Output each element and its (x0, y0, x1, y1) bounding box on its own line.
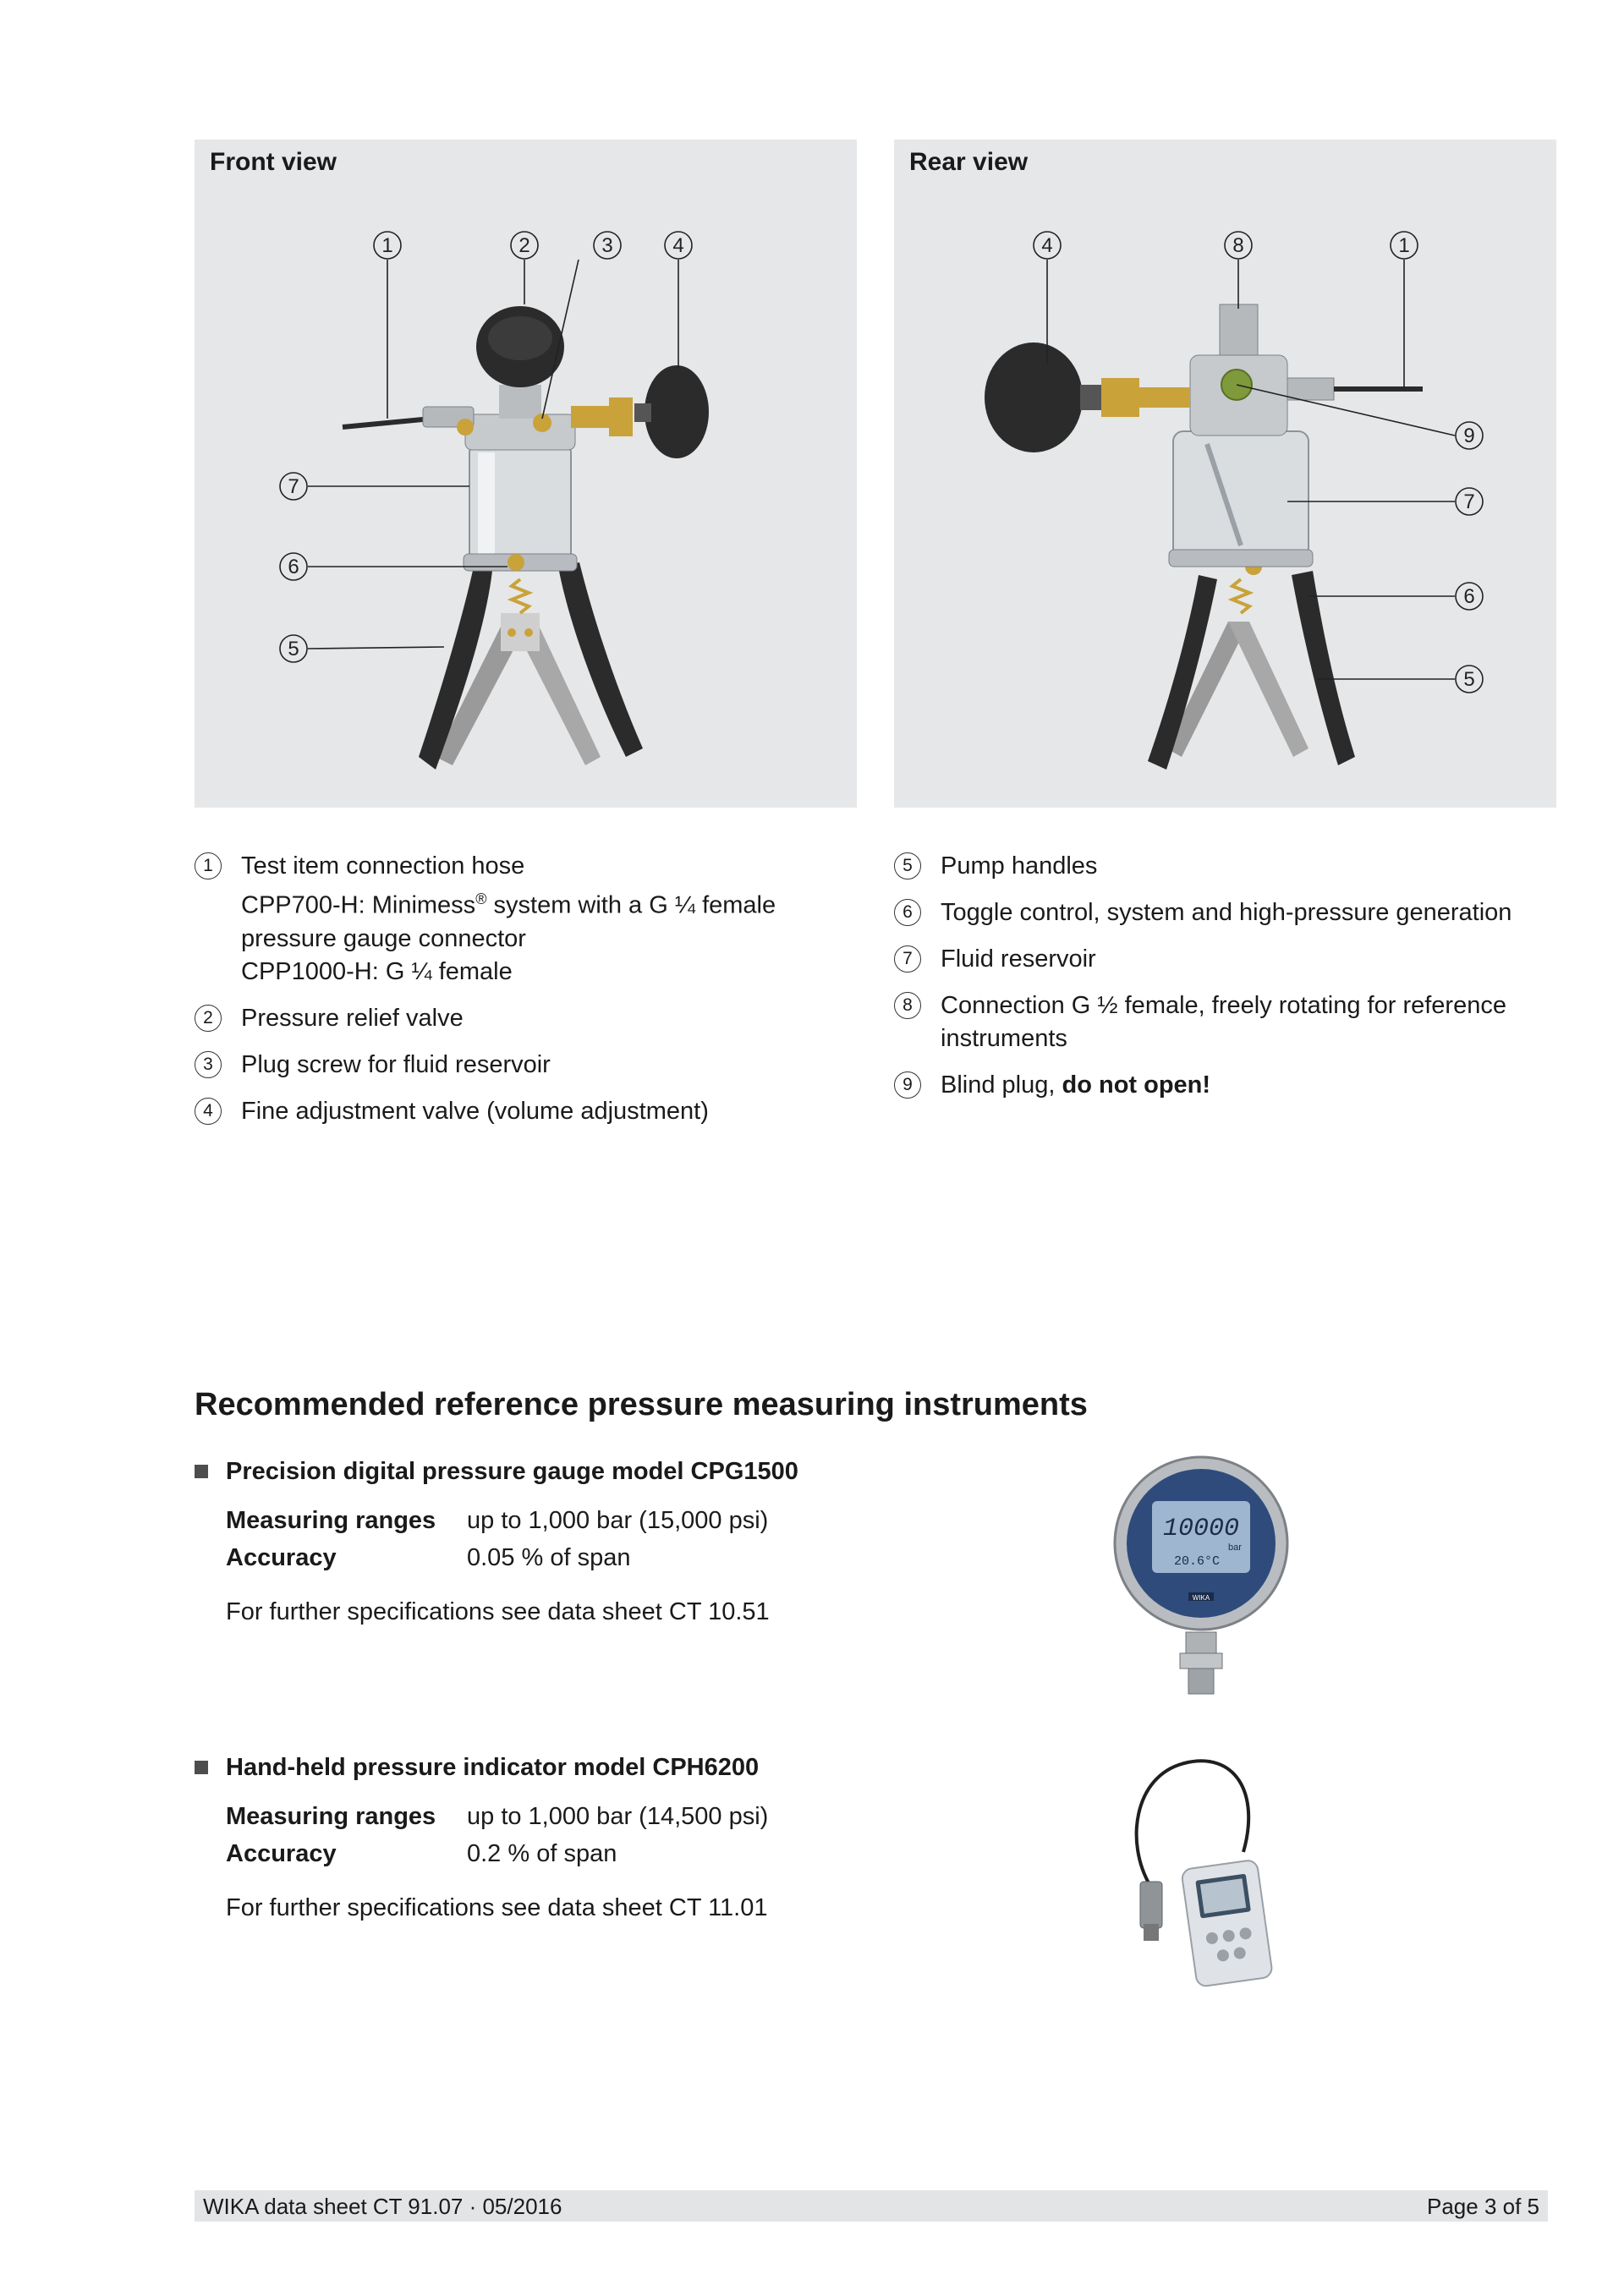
front-view-title: Front view (210, 148, 337, 176)
legend-left (195, 850, 837, 1142)
svg-text:3: 3 (601, 234, 613, 257)
further-specifications-note: For further specifications see data sheet CT 10.51 (226, 1598, 770, 1625)
bullet-square-icon (195, 1465, 208, 1478)
svg-text:20.6°C: 20.6°C (1173, 1554, 1221, 1569)
fluid-reservoir (464, 414, 577, 571)
test-item-connection-hose (343, 407, 474, 427)
footer-page-number: Page 3 of 5 (1427, 2194, 1539, 2219)
front-callout-5 (280, 635, 307, 662)
svg-text:7: 7 (288, 475, 299, 498)
rear-callout-9 (1456, 422, 1483, 449)
spec-label: Measuring ranges (226, 1803, 436, 1830)
legend-item-9 (894, 1069, 1537, 1102)
rear-fluid-reservoir (1169, 304, 1313, 567)
legend-text: Fluid reservoir (941, 945, 1096, 973)
legend-number-2: 2 (195, 1005, 222, 1032)
spec-label: Accuracy (226, 1544, 337, 1571)
rear-view-panel (894, 140, 1556, 808)
legend-right (894, 850, 1537, 1115)
legend-item-1 (195, 850, 837, 989)
svg-text:6: 6 (1463, 585, 1475, 608)
svg-text:1: 1 (1398, 234, 1410, 257)
legend-number-4: 4 (195, 1098, 222, 1125)
pressure-relief-valve-knob (476, 306, 564, 419)
legend-text: Blind plug, (941, 1071, 1062, 1099)
legend-text: pressure gauge connector (241, 924, 526, 952)
front-callout-2 (511, 232, 538, 259)
rear-view-title: Rear view (909, 148, 1029, 176)
legend-text: CPP1000-H: G ¼ female (241, 957, 513, 985)
legend-item-8 (894, 989, 1550, 1055)
front-callout-3 (594, 232, 621, 259)
cph6200-handheld-image (1116, 1742, 1286, 1987)
rear-view-pump-illustration (894, 140, 1556, 808)
section-title: Recommended reference pressure measuring instruments (195, 1387, 1088, 1422)
spec-row-accuracy (226, 1539, 1040, 1576)
svg-text:5: 5 (288, 638, 299, 660)
svg-text:9: 9 (1463, 425, 1475, 447)
instrument-cpg1500 (195, 1455, 1040, 1629)
svg-text:bar: bar (1228, 1543, 1242, 1553)
spec-table (226, 1502, 1040, 1576)
legend-text: Test item connection hose (241, 852, 525, 879)
spec-table (226, 1798, 1040, 1872)
front-view-pump-illustration (195, 140, 857, 808)
svg-text:WIKA: WIKA (1192, 1594, 1210, 1602)
rear-callout-1 (1391, 232, 1418, 259)
legend-item-4 (195, 1095, 837, 1128)
legend-text: Pump handles (941, 852, 1098, 879)
svg-text:2: 2 (518, 234, 530, 257)
legend-item-6 (894, 896, 1537, 929)
instrument-heading (195, 1751, 1040, 1784)
spec-value: up to 1,000 bar (14,500 psi) (467, 1803, 769, 1830)
legend-number-6: 6 (894, 899, 921, 926)
legend-number-7: 7 (894, 945, 921, 973)
front-view-panel (195, 140, 857, 808)
rear-callout-8 (1225, 232, 1252, 259)
svg-text:4: 4 (1041, 234, 1053, 257)
spec-value: 0.2 % of span (467, 1840, 617, 1867)
legend-warning-text: do not open! (1062, 1071, 1211, 1099)
svg-text:5: 5 (1463, 668, 1475, 691)
legend-number-1: 1 (195, 852, 222, 879)
spec-label: Accuracy (226, 1840, 337, 1867)
legend-item-5 (894, 850, 1537, 883)
svg-text:7: 7 (1463, 490, 1475, 513)
legend-number-8: 8 (894, 992, 921, 1019)
svg-text:1: 1 (381, 234, 393, 257)
legend-text: Toggle control, system and high-pressure generation (941, 899, 1512, 926)
spec-row-measuring-ranges (226, 1798, 1040, 1835)
legend-text: Plug screw for fluid reservoir (241, 1050, 551, 1078)
front-callout-7 (280, 473, 307, 500)
spec-label: Measuring ranges (226, 1507, 436, 1534)
svg-text:10000: 10000 (1162, 1515, 1240, 1543)
rear-callout-6 (1456, 583, 1483, 610)
svg-text:8: 8 (1232, 234, 1244, 257)
legend-item-2 (195, 1002, 837, 1035)
instrument-heading (195, 1455, 1040, 1488)
legend-text: CPP700-H: Minimess® system with a G ¼ female (241, 890, 776, 919)
spec-value: 0.05 % of span (467, 1544, 631, 1571)
rear-callout-4 (1034, 232, 1061, 259)
front-callout-1 (374, 232, 401, 259)
front-callout-6 (280, 553, 307, 580)
legend-number-9: 9 (894, 1071, 921, 1099)
svg-text:6: 6 (288, 556, 299, 578)
instrument-cph6200 (195, 1751, 1040, 1925)
spec-value: up to 1,000 bar (15,000 psi) (467, 1507, 769, 1534)
svg-text:4: 4 (672, 234, 684, 257)
page-footer (195, 2190, 1548, 2222)
legend-number-5: 5 (894, 852, 921, 879)
legend-text: Fine adjustment valve (volume adjustment) (241, 1097, 709, 1125)
instrument-title: Precision digital pressure gauge model CPG1500 (226, 1458, 798, 1485)
cpg1500-gauge-image (1108, 1450, 1294, 1704)
legend-item-7 (894, 943, 1537, 976)
footer-document-id: WIKA data sheet CT 91.07 · 05/2016 (203, 2194, 562, 2219)
spec-row-measuring-ranges (226, 1502, 1040, 1539)
rear-callout-7 (1456, 488, 1483, 515)
legend-text: Pressure relief valve (241, 1004, 464, 1032)
instrument-title: Hand-held pressure indicator model CPH6200 (226, 1754, 760, 1781)
rear-callout-5 (1456, 666, 1483, 693)
further-specifications-note: For further specifications see data sheet CT 11.01 (226, 1894, 768, 1921)
spec-row-accuracy (226, 1835, 1040, 1872)
bullet-square-icon (195, 1761, 208, 1774)
legend-text: Connection G ½ female, freely rotating for reference instruments (941, 992, 1506, 1052)
legend-number-3: 3 (195, 1051, 222, 1078)
rear-fine-adjustment-valve (985, 342, 1190, 452)
front-callout-4 (665, 232, 692, 259)
legend-item-3 (195, 1049, 837, 1082)
